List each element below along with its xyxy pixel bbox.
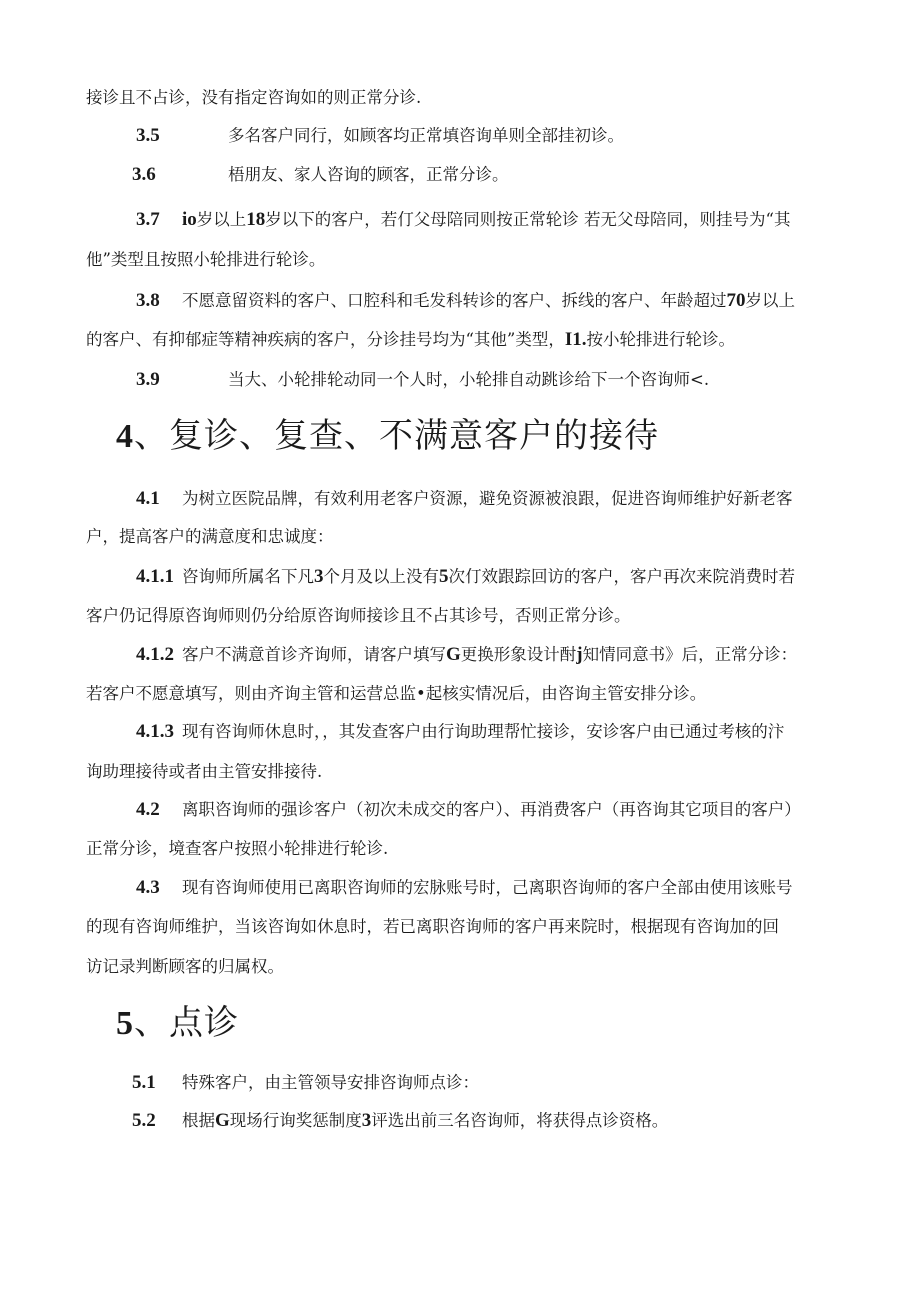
clause-text: 他”类型且按照小轮排进行轮诊。 bbox=[86, 250, 326, 269]
clause-3-5 bbox=[86, 124, 880, 148]
clause-text: 的客户、有抑郁症等精神疾病的客户，分诊挂号均为“其他”类型， bbox=[86, 330, 565, 349]
clause-4-1-3 bbox=[86, 720, 880, 744]
clause-text: 户，提高客户的满意度和忠诚度： bbox=[86, 527, 334, 546]
clause-number-inline: 3 bbox=[314, 566, 324, 587]
clause-number: 3.8 bbox=[136, 290, 160, 311]
clause-text: 按小轮排进行轮诊。 bbox=[586, 330, 736, 349]
clause-number: 4.2 bbox=[136, 799, 160, 820]
clause-4-1-3-cont bbox=[86, 760, 880, 784]
clause-text: 现场行询奖惩制度 bbox=[229, 1111, 362, 1130]
clause-number: 4.3 bbox=[136, 877, 160, 898]
section-number: 5 bbox=[116, 1005, 134, 1042]
clause-text: 不愿意留资料的客户、口腔科和毛发科转诊的客户、拆线的客户、年龄超过 bbox=[182, 291, 727, 310]
clause-text: 更换形象设计酎 bbox=[460, 645, 577, 664]
clause-text: 个月及以上没有 bbox=[323, 567, 439, 586]
clause-number: 3.5 bbox=[136, 125, 160, 146]
section-heading-5 bbox=[116, 1001, 239, 1046]
clause-4-1-cont bbox=[86, 525, 880, 549]
clause-number-inline: I1. bbox=[564, 329, 587, 350]
clause-4-3-cont bbox=[86, 915, 880, 939]
clause-4-1-1 bbox=[86, 565, 880, 589]
clause-number-inline: G bbox=[215, 1110, 230, 1131]
clause-number: 3.6 bbox=[132, 164, 156, 185]
clause-number: 5.1 bbox=[132, 1072, 156, 1093]
clause-text: 多名客户同行，如顾客均正常填咨询单则全部挂初诊。 bbox=[228, 126, 624, 145]
clause-4-2 bbox=[86, 798, 880, 822]
clause-text: 客户不满意首诊齐询师，请客户填写 bbox=[182, 645, 446, 664]
clause-number-inline: 5 bbox=[439, 566, 449, 587]
clause-text: 访记录判断顾客的归属权。 bbox=[86, 957, 284, 976]
clause-text: 的现有咨询师维护，当该咨询如休息时，若已离职咨询师的客户再来院时，根据现有咨询加的回 bbox=[86, 917, 779, 936]
clause-text: 知情同意书》后，正常分诊： bbox=[582, 645, 798, 664]
clause-4-1-1-cont bbox=[86, 604, 880, 628]
section-heading-4 bbox=[116, 414, 659, 459]
section-number: 4 bbox=[116, 418, 134, 455]
clause-3-9 bbox=[86, 368, 880, 392]
clause-text: 特殊客户，由主管领导安排咨询师点诊： bbox=[182, 1073, 479, 1092]
clause-3-6 bbox=[86, 163, 880, 187]
clause-text: 岁以上 bbox=[196, 210, 247, 229]
clause-number-inline: 3 bbox=[361, 1110, 372, 1131]
clause-text: 为树立医院品牌，有效利用老客户资源，避免资源被浪跟，促进咨询师维护好新老客 bbox=[182, 489, 793, 508]
clause-text: 现有咨询师休息时，，其发查客户由行询助理帮忙接诊，安诊客户由已通过考核的汴 bbox=[182, 722, 785, 741]
section-title: 、复诊、复查、不满意客户的接待 bbox=[134, 416, 659, 456]
paragraph-continuation bbox=[86, 86, 880, 110]
clause-number: 4.1.3 bbox=[136, 721, 174, 742]
clause-text: 若客户不愿意填写，则由齐询主管和运营总监•起核实情况后，由咨询主管安排分诊。 bbox=[86, 684, 707, 703]
clause-text: 离职咨询师的强诊客户（初次未成交的客户）、再消费客户（再咨询其它项目的客户） bbox=[182, 800, 801, 819]
clause-text: 次仃效跟踪回访的客户，客户再次来院消费时若 bbox=[448, 567, 795, 586]
clause-number-inline: 18 bbox=[246, 209, 266, 230]
clause-text: 正常分诊，境查客户按照小轮排进行轮诊. bbox=[86, 839, 389, 858]
clause-text: 现有咨询师使用已离职咨询师的宏脉账号时，己离职咨询师的客户全部由使用该账号 bbox=[182, 878, 793, 897]
clause-text: 根据 bbox=[182, 1111, 215, 1130]
section-title: 、点诊 bbox=[134, 1003, 239, 1043]
clause-number: 3.7 bbox=[136, 209, 160, 230]
clause-4-3 bbox=[86, 876, 880, 900]
clause-4-2-cont bbox=[86, 837, 880, 861]
clause-number-inline: io bbox=[182, 209, 197, 230]
clause-text: 客户仍记得原咨询师则仍分给原咨询师接诊且不占其诊号，否则正常分诊。 bbox=[86, 606, 631, 625]
clause-number: 5.2 bbox=[132, 1110, 156, 1131]
clause-text: 岁以下的客户，若仃父母陪同则按正常轮诊 若无父母陪同，则挂号为“其 bbox=[265, 210, 791, 229]
clause-text: 评选出前三名咨询师，将获得点诊资格。 bbox=[371, 1111, 669, 1130]
clause-4-1 bbox=[86, 487, 880, 511]
clause-number: 4.1.1 bbox=[136, 566, 174, 587]
paragraph-text: 接诊且不占诊，没有指定咨询如的则正常分诊. bbox=[86, 88, 422, 107]
clause-5-1 bbox=[86, 1071, 880, 1095]
clause-number: 4.1 bbox=[136, 488, 160, 509]
clause-text: 梧朋友、家人咨询的顾客，正常分诊。 bbox=[228, 165, 509, 184]
clause-text: 询助理接待或者由主管安排接待. bbox=[86, 762, 323, 781]
clause-5-2 bbox=[86, 1109, 880, 1133]
clause-text: 岁以上 bbox=[745, 291, 795, 310]
clause-number-inline: j bbox=[576, 644, 583, 665]
clause-number: 3.9 bbox=[136, 369, 160, 390]
clause-3-7-cont bbox=[86, 248, 880, 272]
clause-3-8-cont bbox=[86, 328, 880, 352]
clause-4-3-cont2 bbox=[86, 955, 880, 979]
clause-number: 4.1.2 bbox=[136, 644, 174, 665]
clause-number-inline: G bbox=[446, 644, 461, 665]
clause-number-inline: 70 bbox=[726, 290, 746, 311]
clause-text: 咨询师所属名下凡 bbox=[182, 567, 314, 586]
clause-3-7 bbox=[86, 208, 880, 232]
clause-text: 当大、小轮排轮动同一个人时，小轮排自动跳诊给下一个咨询师<. bbox=[228, 370, 710, 389]
clause-4-1-2 bbox=[86, 643, 880, 667]
clause-3-8 bbox=[86, 289, 880, 313]
clause-4-1-2-cont bbox=[86, 682, 880, 706]
